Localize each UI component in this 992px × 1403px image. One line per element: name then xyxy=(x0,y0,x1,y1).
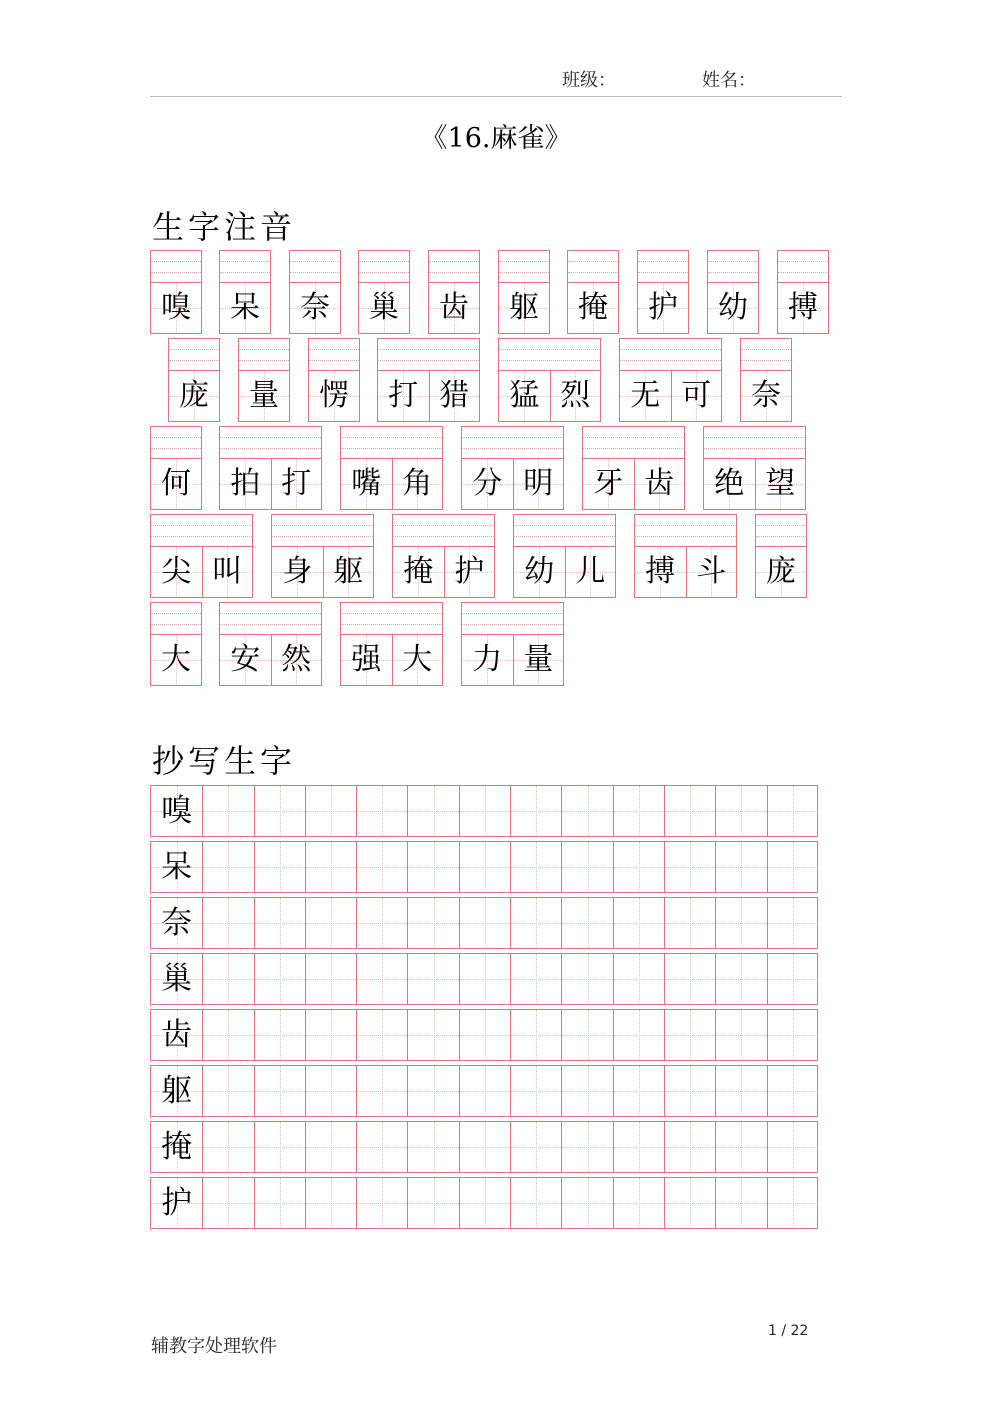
writing-cell[interactable] xyxy=(305,842,356,892)
writing-cell[interactable] xyxy=(715,842,766,892)
writing-cell[interactable] xyxy=(767,1066,818,1116)
word-box xyxy=(358,250,410,334)
pinyin-line[interactable] xyxy=(393,515,494,547)
writing-cell[interactable] xyxy=(664,1066,715,1116)
pinyin-line[interactable] xyxy=(778,251,828,283)
char-cell xyxy=(392,459,443,509)
writing-cell[interactable] xyxy=(510,954,561,1004)
writing-cell[interactable] xyxy=(510,1066,561,1116)
word-box xyxy=(703,426,806,510)
word-box xyxy=(498,338,601,422)
char-cell xyxy=(513,459,564,509)
pinyin-line[interactable] xyxy=(272,515,373,547)
char-cell xyxy=(169,371,219,421)
char-cell xyxy=(778,283,828,333)
word-char: 掩 xyxy=(578,290,608,325)
copy-row xyxy=(150,785,818,837)
model-char: 护 xyxy=(161,1185,193,1221)
writing-cell[interactable] xyxy=(510,898,561,948)
writing-cell[interactable] xyxy=(664,786,715,836)
word-char: 身 xyxy=(282,554,313,589)
word-char: 打 xyxy=(281,466,312,501)
word-char: 庞 xyxy=(179,378,209,413)
copy-row xyxy=(150,1177,818,1229)
pinyin-line[interactable] xyxy=(708,251,758,283)
writing-cell[interactable] xyxy=(407,898,458,948)
pinyin-line[interactable] xyxy=(220,603,321,635)
pinyin-line[interactable] xyxy=(151,251,201,283)
word-char: 力 xyxy=(472,642,503,677)
model-char-cell xyxy=(151,954,202,1004)
writing-cell[interactable] xyxy=(407,842,458,892)
model-char: 嗅 xyxy=(161,793,193,829)
writing-cell[interactable] xyxy=(715,1010,766,1060)
model-char-cell xyxy=(151,1066,202,1116)
word-char: 斗 xyxy=(696,554,727,589)
model-char-cell xyxy=(151,786,202,836)
word-char: 尖 xyxy=(161,554,192,589)
word-char: 量 xyxy=(249,378,279,413)
word-box xyxy=(219,426,322,510)
word-char: 奈 xyxy=(300,290,330,325)
pinyin-line[interactable] xyxy=(635,515,736,547)
char-cell xyxy=(220,635,271,685)
writing-cell[interactable] xyxy=(305,1178,356,1228)
page-title: 《16.麻雀》 xyxy=(420,123,572,154)
word-char: 角 xyxy=(402,466,433,501)
char-cell xyxy=(638,283,688,333)
writing-cell[interactable] xyxy=(356,1178,407,1228)
writing-cell[interactable] xyxy=(459,1066,510,1116)
writing-cell[interactable] xyxy=(407,1010,458,1060)
word-char: 护 xyxy=(454,554,485,589)
writing-cell[interactable] xyxy=(254,898,305,948)
word-box xyxy=(150,514,253,598)
word-box xyxy=(637,250,689,334)
writing-cell[interactable] xyxy=(664,898,715,948)
writing-cell[interactable] xyxy=(561,842,612,892)
word-box xyxy=(567,250,619,334)
writing-cell[interactable] xyxy=(459,1178,510,1228)
char-cell xyxy=(393,547,444,597)
word-box xyxy=(271,514,374,598)
char-cell xyxy=(151,459,201,509)
writing-cell[interactable] xyxy=(715,1122,766,1172)
writing-cell[interactable] xyxy=(407,786,458,836)
word-char: 大 xyxy=(161,642,191,677)
writing-cell[interactable] xyxy=(459,786,510,836)
writing-cell[interactable] xyxy=(767,842,818,892)
writing-cell[interactable] xyxy=(407,1178,458,1228)
pinyin-line[interactable] xyxy=(239,339,289,371)
word-box xyxy=(219,250,271,334)
char-cell xyxy=(323,547,374,597)
model-char: 巢 xyxy=(161,961,193,997)
char-cell xyxy=(151,635,201,685)
writing-cell[interactable] xyxy=(510,842,561,892)
writing-cell[interactable] xyxy=(613,954,664,1004)
writing-cell[interactable] xyxy=(715,786,766,836)
word-char: 打 xyxy=(388,378,419,413)
word-char: 可 xyxy=(681,378,712,413)
word-char: 无 xyxy=(630,378,661,413)
word-char: 望 xyxy=(765,466,796,501)
name-label: 姓名： xyxy=(702,70,756,91)
char-cell xyxy=(550,371,601,421)
pinyin-line[interactable] xyxy=(462,603,563,635)
char-cell xyxy=(341,459,392,509)
model-char-cell xyxy=(151,898,202,948)
word-char: 猛 xyxy=(509,378,540,413)
writing-cell[interactable] xyxy=(356,842,407,892)
pinyin-line[interactable] xyxy=(514,515,615,547)
word-char: 量 xyxy=(523,642,554,677)
word-box xyxy=(150,426,202,510)
word-box xyxy=(777,250,829,334)
class-label: 班级： xyxy=(562,70,616,91)
writing-cell[interactable] xyxy=(561,1066,612,1116)
writing-cell[interactable] xyxy=(613,898,664,948)
writing-cell[interactable] xyxy=(767,1010,818,1060)
char-cell xyxy=(392,635,443,685)
writing-cell[interactable] xyxy=(715,1066,766,1116)
char-cell xyxy=(499,371,550,421)
writing-cell[interactable] xyxy=(407,954,458,1004)
pinyin-line[interactable] xyxy=(151,515,252,547)
word-box xyxy=(461,426,564,510)
pinyin-line[interactable] xyxy=(290,251,340,283)
word-char: 嗅 xyxy=(161,290,191,325)
pinyin-line[interactable] xyxy=(151,603,201,635)
word-char: 叫 xyxy=(212,554,243,589)
word-char: 拍 xyxy=(230,466,261,501)
char-cell xyxy=(272,547,323,597)
word-char: 嘴 xyxy=(351,466,382,501)
pinyin-line[interactable] xyxy=(151,427,201,459)
copy-row xyxy=(150,841,818,893)
char-cell xyxy=(513,635,564,685)
word-char: 儿 xyxy=(575,554,606,589)
writing-cell[interactable] xyxy=(202,842,253,892)
writing-cell[interactable] xyxy=(715,954,766,1004)
writing-cell[interactable] xyxy=(561,786,612,836)
writing-cell[interactable] xyxy=(459,954,510,1004)
writing-cell[interactable] xyxy=(664,1010,715,1060)
char-cell xyxy=(271,459,322,509)
writing-cell[interactable] xyxy=(305,954,356,1004)
copy-row xyxy=(150,1009,818,1061)
word-box xyxy=(707,250,759,334)
char-cell xyxy=(341,635,392,685)
writing-cell[interactable] xyxy=(202,1010,253,1060)
word-char: 猎 xyxy=(439,378,470,413)
section-title-copy: 抄写生字 xyxy=(152,742,297,780)
writing-cell[interactable] xyxy=(715,898,766,948)
word-char: 搏 xyxy=(645,554,676,589)
word-box xyxy=(428,250,480,334)
word-char: 搏 xyxy=(788,290,818,325)
char-cell xyxy=(309,371,359,421)
writing-cell[interactable] xyxy=(254,1066,305,1116)
char-cell xyxy=(290,283,340,333)
word-char: 巢 xyxy=(369,290,399,325)
model-char: 掩 xyxy=(161,1129,193,1165)
writing-cell[interactable] xyxy=(202,1066,253,1116)
pinyin-line[interactable] xyxy=(741,339,791,371)
char-cell xyxy=(741,371,791,421)
char-cell xyxy=(634,459,685,509)
writing-cell[interactable] xyxy=(356,954,407,1004)
writing-cell[interactable] xyxy=(305,898,356,948)
word-box xyxy=(498,250,550,334)
writing-cell[interactable] xyxy=(561,1010,612,1060)
writing-cell[interactable] xyxy=(613,842,664,892)
model-char: 奈 xyxy=(161,905,193,941)
word-char: 齿 xyxy=(644,466,675,501)
word-box xyxy=(377,338,480,422)
pinyin-line[interactable] xyxy=(341,427,442,459)
writing-cell[interactable] xyxy=(613,786,664,836)
char-cell xyxy=(620,371,671,421)
copy-row xyxy=(150,897,818,949)
writing-cell[interactable] xyxy=(202,1122,253,1172)
writing-cell[interactable] xyxy=(254,786,305,836)
word-char: 分 xyxy=(472,466,503,501)
char-cell xyxy=(514,547,565,597)
writing-cell[interactable] xyxy=(254,1178,305,1228)
char-cell xyxy=(704,459,755,509)
section-title-annotate: 生字注音 xyxy=(152,208,297,246)
writing-cell[interactable] xyxy=(254,842,305,892)
writing-cell[interactable] xyxy=(459,1122,510,1172)
word-box xyxy=(150,250,202,334)
char-cell xyxy=(220,283,270,333)
writing-cell[interactable] xyxy=(767,898,818,948)
word-char: 躯 xyxy=(509,290,539,325)
model-char: 齿 xyxy=(161,1017,193,1053)
pinyin-line[interactable] xyxy=(499,339,600,371)
writing-cell[interactable] xyxy=(356,786,407,836)
word-char: 烈 xyxy=(560,378,591,413)
pinyin-line[interactable] xyxy=(378,339,479,371)
writing-cell[interactable] xyxy=(356,1122,407,1172)
model-char-cell xyxy=(151,1010,202,1060)
writing-cell[interactable] xyxy=(561,898,612,948)
word-box xyxy=(392,514,495,598)
writing-cell[interactable] xyxy=(561,954,612,1004)
pinyin-line[interactable] xyxy=(638,251,688,283)
writing-cell[interactable] xyxy=(613,1066,664,1116)
writing-cell[interactable] xyxy=(664,954,715,1004)
writing-cell[interactable] xyxy=(561,1122,612,1172)
word-box xyxy=(740,338,792,422)
char-cell xyxy=(151,283,201,333)
word-char: 明 xyxy=(523,466,554,501)
char-cell xyxy=(359,283,409,333)
char-cell xyxy=(429,283,479,333)
pinyin-line[interactable] xyxy=(620,339,721,371)
writing-cell[interactable] xyxy=(613,1122,664,1172)
pinyin-line[interactable] xyxy=(756,515,806,547)
char-cell xyxy=(239,371,289,421)
writing-cell[interactable] xyxy=(459,842,510,892)
char-cell xyxy=(220,459,271,509)
writing-cell[interactable] xyxy=(664,1122,715,1172)
writing-cell[interactable] xyxy=(767,1122,818,1172)
copy-row xyxy=(150,1065,818,1117)
page-number: 1 / 22 xyxy=(768,1323,809,1339)
word-box xyxy=(513,514,616,598)
model-char-cell xyxy=(151,1122,202,1172)
word-char: 大 xyxy=(402,642,433,677)
writing-cell[interactable] xyxy=(305,1066,356,1116)
char-cell xyxy=(202,547,253,597)
model-char: 躯 xyxy=(161,1073,193,1109)
word-char: 何 xyxy=(161,466,191,501)
word-char: 强 xyxy=(351,642,382,677)
writing-cell[interactable] xyxy=(305,1122,356,1172)
writing-cell[interactable] xyxy=(767,1178,818,1228)
char-cell xyxy=(462,635,513,685)
writing-cell[interactable] xyxy=(202,898,253,948)
char-cell xyxy=(756,547,806,597)
writing-cell[interactable] xyxy=(767,786,818,836)
writing-cell[interactable] xyxy=(254,954,305,1004)
writing-cell[interactable] xyxy=(305,786,356,836)
pinyin-line[interactable] xyxy=(341,603,442,635)
writing-cell[interactable] xyxy=(202,1178,253,1228)
writing-cell[interactable] xyxy=(510,786,561,836)
word-char: 然 xyxy=(281,642,312,677)
footer-software: 辅教字处理软件 xyxy=(151,1336,277,1357)
writing-cell[interactable] xyxy=(664,1178,715,1228)
char-cell xyxy=(271,635,322,685)
word-box xyxy=(308,338,360,422)
model-char: 呆 xyxy=(161,849,193,885)
writing-cell[interactable] xyxy=(510,1122,561,1172)
word-char: 牙 xyxy=(593,466,624,501)
char-cell xyxy=(635,547,686,597)
writing-cell[interactable] xyxy=(459,898,510,948)
char-cell xyxy=(686,547,737,597)
char-cell xyxy=(378,371,429,421)
writing-cell[interactable] xyxy=(715,1178,766,1228)
writing-cell[interactable] xyxy=(613,1010,664,1060)
writing-cell[interactable] xyxy=(356,898,407,948)
pinyin-line[interactable] xyxy=(429,251,479,283)
writing-cell[interactable] xyxy=(407,1122,458,1172)
writing-cell[interactable] xyxy=(510,1010,561,1060)
word-box xyxy=(238,338,290,422)
char-cell xyxy=(708,283,758,333)
word-char: 护 xyxy=(648,290,678,325)
pinyin-line[interactable] xyxy=(583,427,684,459)
writing-cell[interactable] xyxy=(613,1178,664,1228)
writing-cell[interactable] xyxy=(767,954,818,1004)
word-char: 齿 xyxy=(439,290,469,325)
word-char: 呆 xyxy=(230,290,260,325)
word-box xyxy=(219,602,322,686)
word-char: 奈 xyxy=(751,378,781,413)
word-box xyxy=(340,602,443,686)
word-box xyxy=(289,250,341,334)
writing-cell[interactable] xyxy=(202,786,253,836)
pinyin-line[interactable] xyxy=(568,251,618,283)
word-box xyxy=(168,338,220,422)
pinyin-line[interactable] xyxy=(220,427,321,459)
char-cell xyxy=(583,459,634,509)
char-cell xyxy=(429,371,480,421)
char-cell xyxy=(755,459,806,509)
pinyin-line[interactable] xyxy=(169,339,219,371)
word-char: 掩 xyxy=(403,554,434,589)
char-cell xyxy=(499,283,549,333)
writing-cell[interactable] xyxy=(510,1178,561,1228)
header-divider xyxy=(150,96,842,97)
writing-cell[interactable] xyxy=(664,842,715,892)
word-char: 幼 xyxy=(524,554,555,589)
char-cell xyxy=(568,283,618,333)
word-char: 愣 xyxy=(319,378,349,413)
word-box xyxy=(150,602,202,686)
char-cell xyxy=(565,547,616,597)
word-char: 庞 xyxy=(766,554,796,589)
writing-cell[interactable] xyxy=(356,1010,407,1060)
word-box xyxy=(582,426,685,510)
pinyin-line[interactable] xyxy=(359,251,409,283)
char-cell xyxy=(151,547,202,597)
copy-row xyxy=(150,953,818,1005)
char-cell xyxy=(462,459,513,509)
writing-cell[interactable] xyxy=(407,1066,458,1116)
copy-row xyxy=(150,1121,818,1173)
writing-cell[interactable] xyxy=(254,1010,305,1060)
word-box xyxy=(619,338,722,422)
pinyin-line[interactable] xyxy=(462,427,563,459)
word-char: 躯 xyxy=(333,554,364,589)
char-cell xyxy=(444,547,495,597)
model-char-cell xyxy=(151,842,202,892)
word-box xyxy=(340,426,443,510)
word-char: 幼 xyxy=(718,290,748,325)
word-box xyxy=(634,514,737,598)
pinyin-line[interactable] xyxy=(220,251,270,283)
writing-cell[interactable] xyxy=(305,1010,356,1060)
word-char: 安 xyxy=(230,642,261,677)
writing-cell[interactable] xyxy=(202,954,253,1004)
writing-cell[interactable] xyxy=(254,1122,305,1172)
pinyin-line[interactable] xyxy=(309,339,359,371)
word-char: 绝 xyxy=(714,466,745,501)
pinyin-line[interactable] xyxy=(499,251,549,283)
word-box xyxy=(461,602,564,686)
word-box xyxy=(755,514,807,598)
model-char-cell xyxy=(151,1178,202,1228)
char-cell xyxy=(671,371,722,421)
pinyin-line[interactable] xyxy=(704,427,805,459)
writing-cell[interactable] xyxy=(356,1066,407,1116)
writing-cell[interactable] xyxy=(561,1178,612,1228)
writing-cell[interactable] xyxy=(459,1010,510,1060)
